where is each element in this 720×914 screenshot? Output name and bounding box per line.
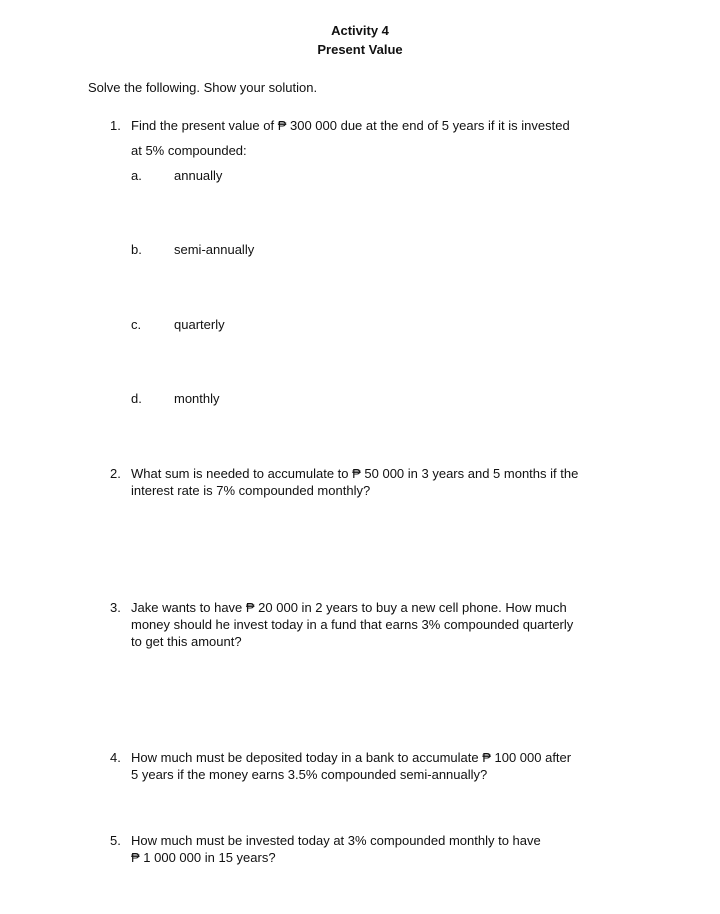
question-text-line: Jake wants to have ₱ 20 000 in 2 years to buy a new cell phone. How much xyxy=(131,600,567,615)
question-text-line: money should he invest today in a fund that earns 3% compounded quarterly xyxy=(131,617,574,632)
part-text: monthly xyxy=(174,391,220,406)
part-text: quarterly xyxy=(174,317,225,332)
activity-subtitle: Present Value xyxy=(317,42,403,57)
part-letter: b. xyxy=(131,242,142,257)
part-letter: c. xyxy=(131,317,142,332)
question-number: 4. xyxy=(110,750,121,765)
question-text-line: How much must be deposited today in a bank to accumulate ₱ 100 000 after xyxy=(131,750,572,765)
question-text-line: What sum is needed to accumulate to ₱ 50 000 in 3 years and 5 months if the xyxy=(131,466,579,481)
question-text-line: at 5% compounded: xyxy=(131,143,247,158)
question-number: 1. xyxy=(110,118,121,133)
question-text-line: interest rate is 7% compounded monthly? xyxy=(131,483,371,498)
part-text: annually xyxy=(174,168,223,183)
instructions: Solve the following. Show your solution. xyxy=(88,80,318,95)
question-text-line: ₱ 1 000 000 in 15 years? xyxy=(131,850,276,865)
question-text-line: 5 years if the money earns 3.5% compounded semi-annually? xyxy=(131,767,488,782)
question-text-line: to get this amount? xyxy=(131,634,242,649)
part-letter: d. xyxy=(131,391,142,406)
question-text-line: Find the present value of ₱ 300 000 due at the end of 5 years if it is invested xyxy=(131,118,570,133)
part-letter: a. xyxy=(131,168,142,183)
question-number: 3. xyxy=(110,600,121,615)
question-number: 2. xyxy=(110,466,121,481)
part-text: semi-annually xyxy=(174,242,255,257)
question-number: 5. xyxy=(110,833,121,848)
activity-title: Activity 4 xyxy=(331,23,389,38)
question-text-line: How much must be invested today at 3% compounded monthly to have xyxy=(131,833,541,848)
